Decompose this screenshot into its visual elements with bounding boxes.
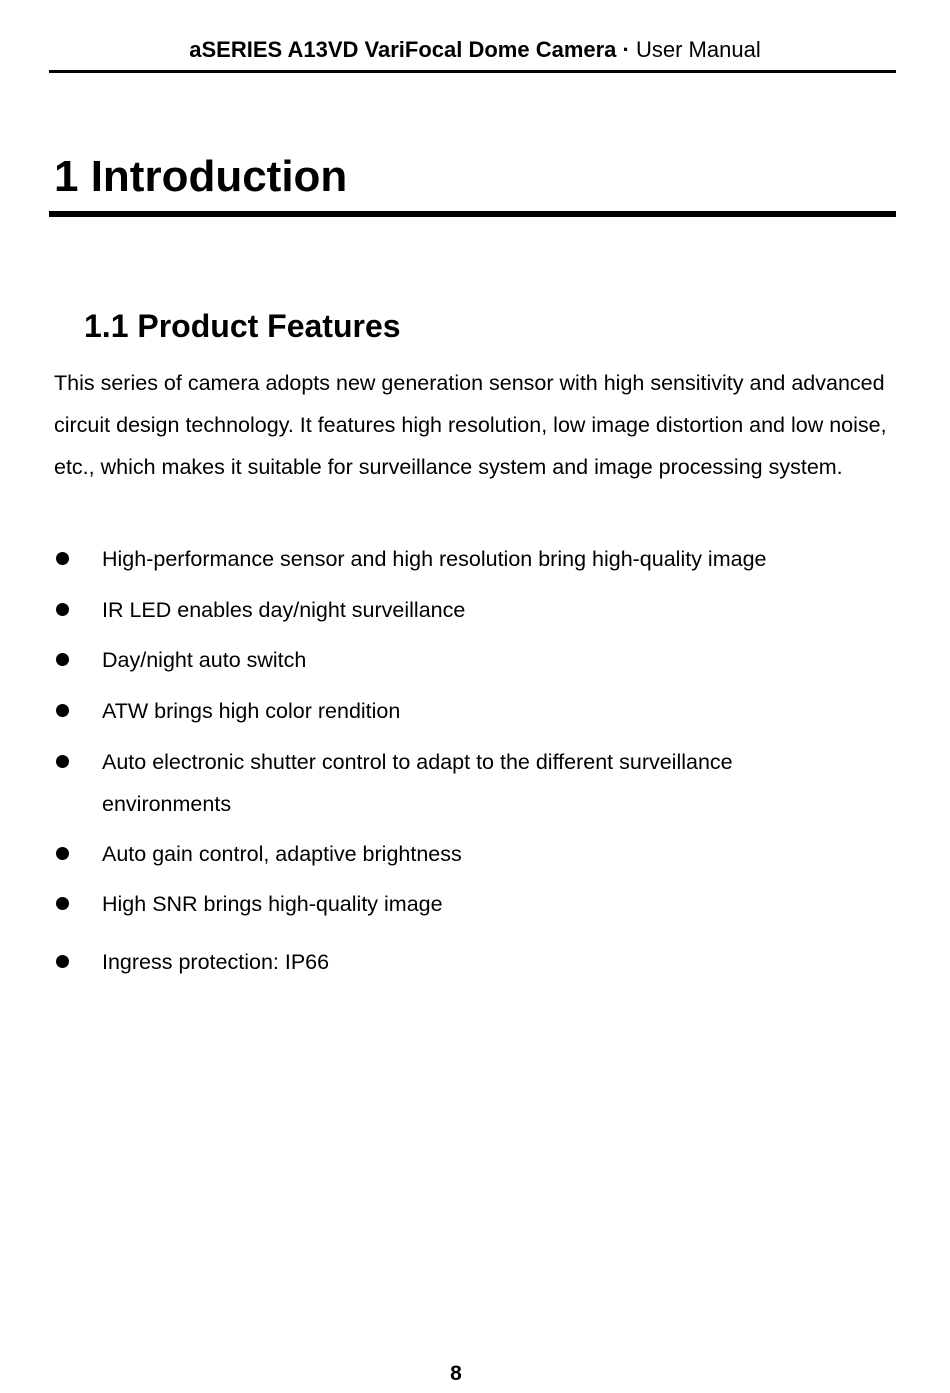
- chapter-divider: [49, 211, 896, 217]
- bullet-dot-icon: [56, 704, 69, 717]
- intro-paragraph: This series of camera adopts new generation sensor with high sensitivity and advanced circuit design technology. It features high resolution, low image distortion and low noise, etc., which makes it suitable for surveillance system and image processing system.: [54, 371, 887, 479]
- header-divider: [49, 70, 896, 73]
- bullet-dot-icon: [56, 653, 69, 666]
- bullet-dot-icon: [56, 955, 69, 968]
- feature-text: Ingress protection: IP66: [102, 950, 330, 974]
- feature-text: IR LED enables day/night surveillance: [102, 598, 466, 622]
- feature-text: Auto gain control, adaptive brightness: [102, 842, 462, 866]
- feature-text: Day/night auto switch: [102, 648, 307, 672]
- page-header: [0, 36, 950, 64]
- section-title: 1.1 Product Features: [84, 308, 401, 344]
- feature-text: Auto electronic shutter control to adapt to the different surveillance environments: [102, 750, 733, 816]
- feature-text: High-performance sensor and high resolution bring high-quality image: [102, 547, 767, 571]
- manual-title: aSERIES A13VD VariFocal Dome Camera: [189, 37, 617, 62]
- chapter-title: 1 Introduction: [54, 152, 348, 201]
- feature-text: ATW brings high color rendition: [102, 699, 401, 723]
- bullet-dot-icon: [56, 603, 69, 616]
- header-separator: ·: [622, 37, 630, 62]
- bullet-dot-icon: [56, 755, 69, 768]
- feature-text: High SNR brings high-quality image: [102, 892, 443, 916]
- bullet-dot-icon: [56, 897, 69, 910]
- page-number: 8: [450, 1362, 462, 1385]
- manual-subtitle: User Manual: [636, 37, 761, 62]
- bullet-dot-icon: [56, 847, 69, 860]
- bullet-dot-icon: [56, 552, 69, 565]
